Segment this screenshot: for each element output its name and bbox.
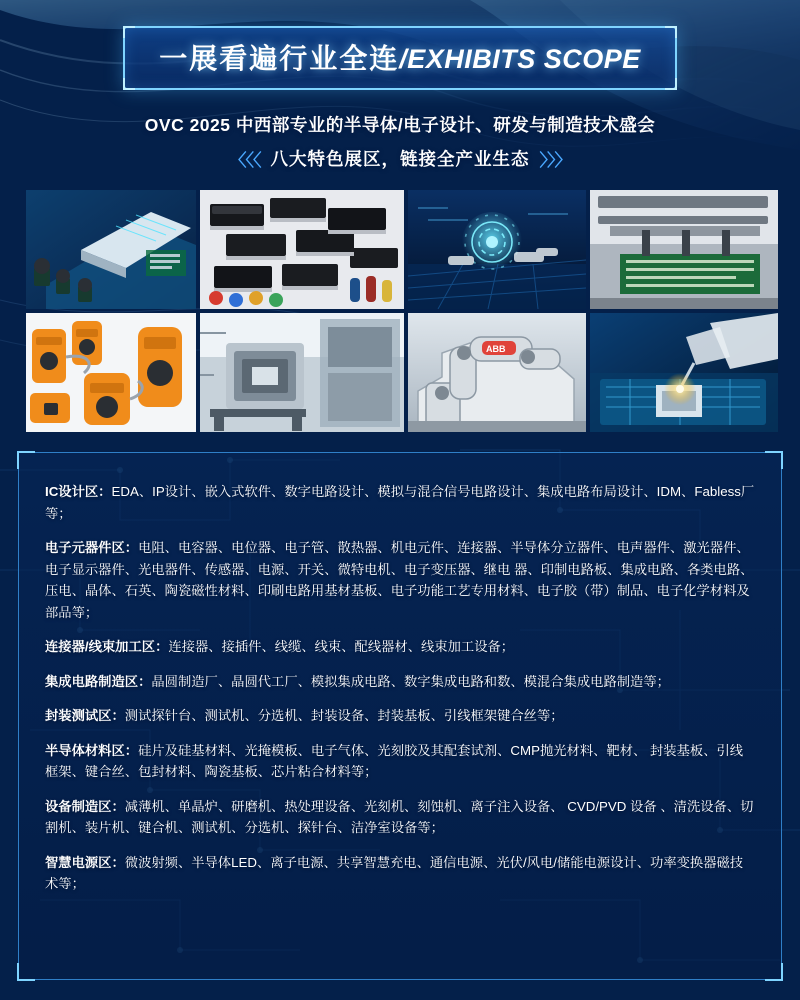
photo-gallery (26, 190, 774, 432)
svg-text:ABB: ABB (486, 344, 506, 354)
subtitle-main: OVC 2025 中西部专业的半导体/电子设计、研发与制造技术盛会 (144, 115, 656, 135)
zone-name: 智慧电源区： (45, 854, 125, 870)
title-frame (123, 26, 677, 90)
panel-corner-top-right (765, 451, 783, 469)
panel-corner-bottom-right (765, 963, 783, 981)
gallery-photo-chip-packaging-laser (590, 313, 778, 432)
zone-name: 半导体材料区： (45, 742, 139, 758)
subtitle-secondary-row (0, 146, 800, 171)
frame-corner-top-left (123, 26, 135, 38)
zone-body: 硅片及硅基材料、光掩模板、电子气体、光刻胶及其配套试剂、CMP抛光材料、靶材、 封装基板、引线框架、键合丝、包封材料、陶瓷基板、芯片粘合材料等； (45, 742, 744, 780)
zone-name: 封装测试区： (45, 708, 125, 724)
zone-name: 连接器/线束加工区： (45, 639, 169, 655)
zone-item-ic-manufacturing (45, 671, 755, 693)
panel-corner-bottom-left (17, 963, 35, 981)
frame-corner-bottom-left (123, 78, 135, 90)
subtitle-secondary: 八大特色展区，链接全产业生态 (270, 149, 530, 169)
page-title (0, 26, 800, 90)
zone-body: 减薄机、单晶炉、研磨机、热处理设备、光刻机、刻蚀机、离子注入设备、 CVD/PVD 设备 、清洗设备、切割机、装片机、键合机、测试机、分选机、探针台、洁净室设备等； (45, 798, 754, 836)
zone-item-semiconductor-materials (45, 740, 755, 783)
gallery-photo-industrial-connectors (26, 313, 196, 432)
zone-body: 电阻、电容器、电位器、电子管、散热器、机电元件、连接器、半导体分立器件、电声器件、激光器件、电子显示器件、光电器件、传感器、电源、开关、微特电机、电子变压器、继电 器、印制电路板、集成电路、各类电路、压电、晶体、石英、陶瓷磁性材料、印刷电路用基材基板、电子功能工艺专用材料、电子胶（带）制品、电子化学材料及部品等； (45, 540, 754, 620)
gallery-photo-integrated-circuit-chips (200, 190, 404, 309)
exhibits-scope-panel (18, 452, 782, 980)
zone-name: 电子元器件区： (45, 540, 139, 556)
zone-body: 测试探针台、测试机、分选机、封装设备、封装基板、引线框架键合丝等； (124, 708, 564, 724)
zone-body: 连接器、接插件、线缆、线束、配线器材、线束加工设备； (168, 639, 515, 655)
zone-body: 微波射频、半导体LED、离子电源、共享智慧充电、通信电源、光伏/风电/储能电源设计、功率变换器磁技术等； (45, 854, 744, 892)
title-chinese: 一展看遍行业全连 (159, 43, 400, 74)
zone-item-packaging-testing (45, 705, 755, 727)
zone-name: 集成电路制造区： (45, 673, 152, 689)
frame-corner-bottom-right (665, 78, 677, 90)
gallery-photo-smt-placement-machine (590, 190, 778, 309)
zone-item-equipment-manufacturing (45, 796, 755, 839)
gallery-photo-cleanroom-equipment (200, 313, 404, 432)
gallery-photo-abb-robot-arm (408, 313, 586, 432)
chevron-left-icon: 〈〈〈 (229, 151, 261, 170)
frame-corner-top-right (665, 26, 677, 38)
gallery-photo-pcb-circuit-board (26, 190, 196, 309)
title-english: /EXHIBITS SCOPE (399, 44, 641, 74)
zone-item-smart-power (45, 852, 755, 895)
zone-list (19, 453, 781, 918)
chevron-right-icon: 〉〉〉 (539, 151, 571, 170)
panel-corner-top-left (17, 451, 35, 469)
zone-name: IC设计区： (45, 484, 112, 499)
zone-item-ic-design (45, 481, 755, 524)
zone-name: 设备制造区： (45, 798, 125, 814)
zone-body: EDA、IP设计、嵌入式软件、数字电路设计、模拟与混合信号电路设计、集成电路布局设计、IDM、Fabless厂等； (45, 484, 755, 521)
zone-item-electronic-components (45, 537, 755, 623)
zone-item-connector-harness (45, 636, 755, 658)
gallery-photo-digital-automation (408, 190, 586, 309)
zone-body: 晶圆制造厂、晶圆代工厂、模拟集成电路、数字集成电路和数、模混合集成电路制造等； (151, 673, 670, 689)
